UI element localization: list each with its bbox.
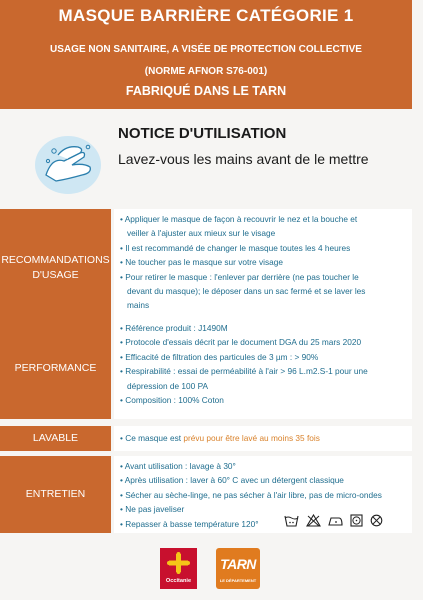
list-item: • Après utilisation : laver à 60° C avec un détergent classique xyxy=(120,473,412,487)
list-item: • Repasser à basse température 120° xyxy=(120,517,412,531)
lavable-highlight: prévu pour être lavé au moins 35 fois xyxy=(183,433,320,443)
recommandations-section xyxy=(0,209,412,326)
usage-subtitle: USAGE NON SANITAIRE, A VISÉE DE PROTECTION COLLECTIVE xyxy=(50,44,362,55)
care-symbols xyxy=(284,514,383,527)
wash-basin-icon xyxy=(284,514,299,527)
lavable-label: LAVABLE xyxy=(0,426,111,451)
list-item: • Appliquer le masque de façon à recouvrir le nez et la bouche et xyxy=(120,212,412,226)
tumble-dry-icon xyxy=(350,514,363,527)
list-item-cont: dépression de 100 PA xyxy=(127,380,209,391)
tarn-logo xyxy=(216,548,260,589)
list-item: • Ne toucher pas le masque sur votre visage xyxy=(120,255,412,269)
list-item: • Pour retirer le masque : l'enlever par derrière (ne pas toucher le xyxy=(120,270,412,284)
no-bleach-icon xyxy=(306,514,321,527)
occitanie-name: Occitanie xyxy=(165,578,192,584)
lavable-content xyxy=(114,426,412,451)
occitanie-logo xyxy=(160,548,197,589)
performance-label: PERFORMANCE xyxy=(0,318,111,419)
tarn-wordmark: TARN xyxy=(220,556,256,572)
header-banner xyxy=(0,0,412,109)
performance-section xyxy=(0,318,412,419)
list-item: • Référence produit : J1490M xyxy=(120,321,412,335)
list-item: • Avant utilisation : lavage à 30° xyxy=(120,459,412,473)
lavable-section xyxy=(0,426,412,451)
recommandations-label: RECOMMANDATIONS D'USAGE xyxy=(0,209,111,326)
norm-subtitle: (NORME AFNOR S76-001) xyxy=(144,66,268,77)
lavable-item xyxy=(120,431,412,445)
list-item: • Ne pas javeliser xyxy=(120,502,412,516)
list-item-cont: mains xyxy=(127,300,150,311)
recommandations-list xyxy=(114,209,412,326)
fabrication-line: FABRIQUÉ DANS LE TARN xyxy=(125,84,287,98)
notice-instruction: Lavez-vous les mains avant de le mettre xyxy=(118,151,369,167)
no-dry-clean-icon xyxy=(370,514,383,527)
performance-list xyxy=(114,318,412,419)
tarn-subtitle: LE DÉPARTEMENT xyxy=(219,578,257,583)
hand-washing-icon xyxy=(34,135,104,197)
entretien-label: ENTRETIEN xyxy=(0,456,111,533)
list-item: • Composition : 100% Coton xyxy=(120,393,412,407)
lavable-text: Ce masque est xyxy=(125,433,182,443)
list-item: • Respirabilité : essai de perméabilité à l'air > 96 L.m2.S-1 pour une xyxy=(120,364,412,378)
list-item-cont: veiller à l'ajuster aux mieux sur le visage xyxy=(127,228,276,239)
occitanie-cross-icon xyxy=(160,550,197,576)
list-item-cont: devant du masque); le déposer dans un sac fermé et se laver les xyxy=(127,286,366,297)
list-item: • Efficacité de filtration des particules de 3 µm : > 90% xyxy=(120,350,412,364)
list-item: • Protocole d'essais décrit par le document DGA du 25 mars 2020 xyxy=(120,335,412,349)
notice-title: NOTICE D'UTILISATION xyxy=(118,125,287,142)
list-item: • Il est recommandé de changer le masque toutes les 4 heures xyxy=(120,241,412,255)
iron-icon xyxy=(328,514,343,527)
list-item: • Sécher au sèche-linge, ne pas sécher à l'air libre, pas de micro-ondes xyxy=(120,488,412,502)
page-title: MASQUE BARRIÈRE CATÉGORIE 1 xyxy=(58,6,354,25)
